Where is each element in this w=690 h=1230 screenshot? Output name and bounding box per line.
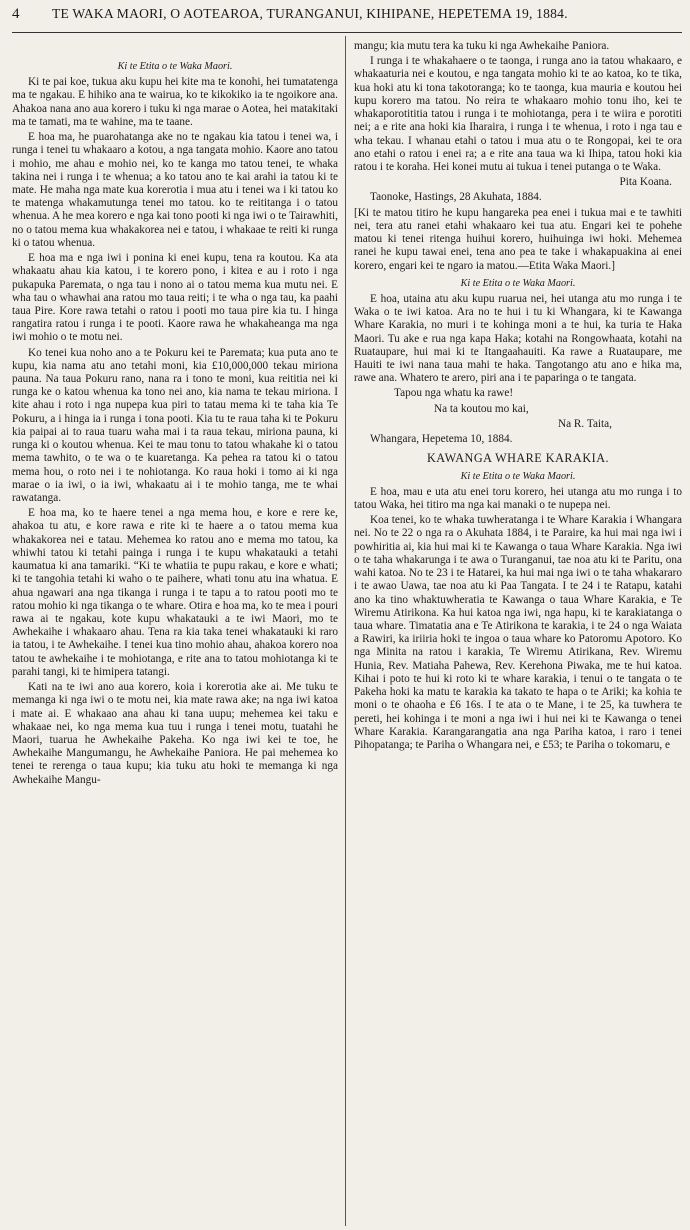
paragraph: E hoa, utaina atu aku kupu ruarua nei, hei utanga atu mo runga i te Waka o te iwi katoa. Ara no te hui i tu ki Whangara, ki te Kawanga Whare Karakia, no muri i te kohinga moni a te hui, ka turia te Haka Maori. Tu ake e rua nga kapa Haka; kotahi na Rongowhaata, kotahi na Ruataupare, hui mai ki te Itangaahauiti. Ka rawe a Ruataupare, me Hauiti te iwi nana taua mahi te haka. Tangotango atu ano e hika ma, rawe ana. Whatero te arero, piri ana i te paparinga o te tangata. bbox=[354, 292, 682, 385]
letter-heading: Ki te Etita o te Waka Maori. bbox=[460, 277, 576, 289]
masthead: TE WAKA MAORI, O AOTEAROA, TURANGANUI, KIHIPANE, HEPETEMA 19, 1884. bbox=[52, 6, 568, 21]
letter-heading: Ki te Etita o te Waka Maori. bbox=[460, 470, 576, 482]
paragraph: Koa tenei, ko te whaka tuwheratanga i te Whare Karakia i Whangara nei. No te 22 o nga ra o Akuhata 1884, i te Paraire, ka hui mai nga iwi i powhiritia ai, kia hui mai ki te Kawanga o taua Whare Karakia. Nga iwi o te taha whakarunga i te awa o Turanganui, tae noa atu ki te Paritu, ona wahi katoa. No te 23 i te Hatarei, ka hui mai nga iwi o te taha whakararo i te awao Uawa, tae noa atu ki Paa Tangata. I te 24 i te Ratapu, katahi ano ka tino whaktuwheratia te Kawanga o taua Whare Karakia, e Te Wiremu Atirikona. Ka hui katoa nga iwi, nga hapu, ki te karakiatanga o taua whare. Timatatia ana e Te Atirikona te karakia, i te 24 o nga Waiata a Rawiri, ka iriiria hoki te ingoa o taua whare ko Patoromu Apotoro. Ko nga Minita na ratou i karakia, Te Wiremu Atirikana, Rev. Wiremu Hunia, Rev. Matiaha Pahewa, Rev. Kerehona Piwaka, me te hui katoa. Kihai i poto te hui ki roto ki te whare karakia, i tenui o te tangata o te Pakeha hoki ka matu te karakia ka takato te hapa o te Ariki; ka kohia te moni o te ohaoha e £6 16s. I te ata o te Mane, i te 25, ka tuwhera te pereti, hei kohinga i te moni a nga iwi i hui nei ki te Kawanga o tenei Whare Karakia. Karangarangatia ana nga Pariha katoa, i raro i tenei Pihopatanga; te Pariha o Whangara nei, e £53; te Pariha o tokomaru, e bbox=[354, 514, 682, 751]
dateline: Whangara, Hepetema 10, 1884. bbox=[370, 433, 513, 446]
paragraph: I runga i te whakahaere o te taonga, i runga ano ia tatou whakaaro, e whakaaturia nei e koutou, e nga tangata mohio ki te ao katoa, ko te tika, kua hoki atu ki tona takotoranga; ko te taonga, kua mauria e koutou hei kupu korero ma tatou. No reira te whakaaro mohio tonu iho, kei te whakaporotititia tatou i runga i te mohiotanga, pera i te wiira e porotiti nei; a e rite ana hoki kia Iharaira, i runga i te whenua, i roto i nga tau e wha tekau. I whanau etahi o tatou i mua atu o te Rongopai, kei te ora ano etahi o ratou i enei ra; a e rite ana taua wa ki Ihipa, tatou hoki kia ratou i te koraha. Hei konei mutu ai tukua i tenei putanga o te Waka. bbox=[354, 55, 682, 173]
continued-text: mangu; kia mutu tera ka tuku ki nga Awhekaihe Paniora. bbox=[354, 40, 610, 52]
left-column bbox=[12, 56, 338, 789]
page-number: 4 bbox=[12, 6, 20, 22]
poem-line: Tapou nga whatu ka rawe! bbox=[394, 387, 514, 400]
page-header bbox=[12, 6, 682, 33]
dateline: Taonoke, Hastings, 28 Akuhata, 1884. bbox=[370, 191, 542, 204]
paragraph: Ko tenei kua noho ano a te Pokuru kei te Paremata; kua puta ano te kupu, kia nama atu ano tetahi moni, kia £10,000,000 tekau miriona pauna. Na taua Pokuru rano, nana ra i tono te moni, kua reititia nei ki runga ke o katou whenua ka tono nei ano, kia nama te tekau miriona. I kite ahau i roto i nga nupepa kua piri to tatau mema ki te taha kia Te Pokuru, a i hinga ia i runga i tona pooti. Kia tu te raua taha ki te Pokuru kia paipai ai to raua tuaru waha mai i ta raua tekau, miriona pauna, ki runga ki o koutou whenua. Kei te mau tonu to tatou whakahe ki o tatou mema tawhito, o te wa o te kuaretanga. Ka pehea ra tatou ki o tatou mema hou, o roto nei i te nohiotanga. Ko raua hoki i tomo ai ki nga marae o ia iwi, o ia iwi, whakaatu ai i te mohio tanga, me te whai rawatanga. bbox=[12, 346, 338, 504]
right-column bbox=[354, 40, 682, 754]
paragraph: Ki te pai koe, tukua aku kupu hei kite ma te konohi, hei tumatatenga ma te ngakau. E hihiko ana te wairua, ko te kikokiko ia te ngoikore ana. Ahakoa nana ano aua korero i tuku ki nga marae o Aotea, hei matakitaki ma te tamati, ma te wahine, ma te taane. bbox=[12, 76, 338, 128]
paragraph: E hoa ma, ko te haere tenei a nga mema hou, e kore e rere ke, ahakoa tu atu, e kore rawa e rite ki te haere a o tatou mema kua whakakorea nei e tatau. Mehemea ko ratou ano e mema mo tatou, ka whiwhi tatou ki tetahi painga i runga i te kupu whakatauki a tetahi kaumatua ki ana tamariki. “Ki te whatiia te pupu rakau, e kore e whati; ki te tangohia tetahi ki waho o te paihere, whati tonu atu ina whatua. E ahua ngawari ana nga tikanga i runga i te tapu a to ratou pooti mo te ratou mohio ki nga tikanga o te whare. Otira e hoa ma, ko te mea i pouri rawa ai te ngakau, kote kupu whakatauki a te iwi Maori, mo te Awhekaihe i whakaaro ahau. Tena ra kia taka tenei whakatauki ki raro ia tatou, i te Awhekaihe. I tenei kua tino mohio ahau, ahakoa korero noa tatou te awhekaihe i te mohiotanga, e rite ana to tatou mohiotanga ki te parahi tangi, ki te himipera tatangi. bbox=[12, 507, 338, 678]
poem-line: Na ta koutou mo kai, bbox=[434, 402, 529, 415]
column-divider bbox=[345, 36, 346, 1226]
paragraph: E hoa ma, he puarohatanga ake no te ngakau kia tatou i tenei wa, i runga i tenei tu whakaaro a kotou, a nga tangata mohio. Kaore ano tatou i mohio, me ahau e mohio nei, ko te kanga mo tatou tenei, te whaka takina nei i runga i te whenua; a ko tatou ano te kai arahi ia tatou ki te mate. He maha nga mate kua korerotia i mua atu i tenei wa i ki tatou ko te matenga whakamutunga tenei mo tatou. ko te reititanga i o tatou whenua. A he mea korero e nga kai tono pooti ki nga iwi o te Tairawhiti, no o tatou mema kua whakakorea nei e tatou, i whakaae te reiti ki runga ki o tatou whenua. bbox=[12, 131, 338, 249]
paragraph: E hoa, mau e uta atu enei toru korero, hei utanga atu mo runga i to tatou Waka, hei titiro ma nga kai manaki o te nupepa nei. bbox=[354, 485, 682, 511]
paragraph: Kati na te iwi ano aua korero, koia i korerotia ake ai. Me tuku te memanga ki nga iwi o te motu nei, kia mate rawa ake; na nga iwi katoa i mate ai. E whakaao ana ahau ki tana uupu; mehemea kei taku e whakaae nei, ko nga mema kua tuu i runga i tenei motu, tuatahi he Maori, tuarua he Awhekaihe Pakeha. Ko nga iwi kei te toe, he Awhekaihe Mangumangu, he Awhekaihe Paniora. He pai mehemea ko tenei te rerenga o taua kupu; kia tuku atu hoki te memanga ki nga Awhekaihe Mangu- bbox=[12, 681, 338, 786]
paragraph: E hoa ma e nga iwi i ponina ki enei kupu, tena ra koutou. Ka ata whakaatu ahau kia katou, i te korero pono, i kitea e au i roto i nga pukapuka Paremata, o nga tau i nono ai o tatou mema kua mutu nei. E wha tau o whawhai ana ratou mo taua reiti; i te wha o nga tau, ka paahi taua Pire. Kore rawa tetahi o ratou i pooti mo taua pire kia tu. I hinga rangatira ratou i runga i te pooti. Kaore rawa he whakaheanga ma nga iwi mohio o te motu nei. bbox=[12, 252, 338, 344]
signature: Pita Koana. bbox=[619, 176, 672, 189]
letter-heading: Ki te Etita o te Waka Maori. bbox=[117, 61, 233, 72]
article-title: KAWANGA WHARE KARAKIA. bbox=[426, 451, 610, 466]
editor-note: [Ki te matou titiro he kupu hangareka pea enei i tukua mai e te tawhiti nei, tera atu ranei etahi whakaaro kei tua atu. Engari kei te pohehe matou ki tenei ritenga huihui korero, huihuinga iwi hoki. Mehemea ranei he kupu tawai enei, tena ano pea te take i whakapuakina ai enei korero, engari kei te ngaro ia matou.—Etita Waka Maori.] bbox=[354, 206, 682, 272]
signature: Na R. Taita, bbox=[558, 417, 612, 430]
